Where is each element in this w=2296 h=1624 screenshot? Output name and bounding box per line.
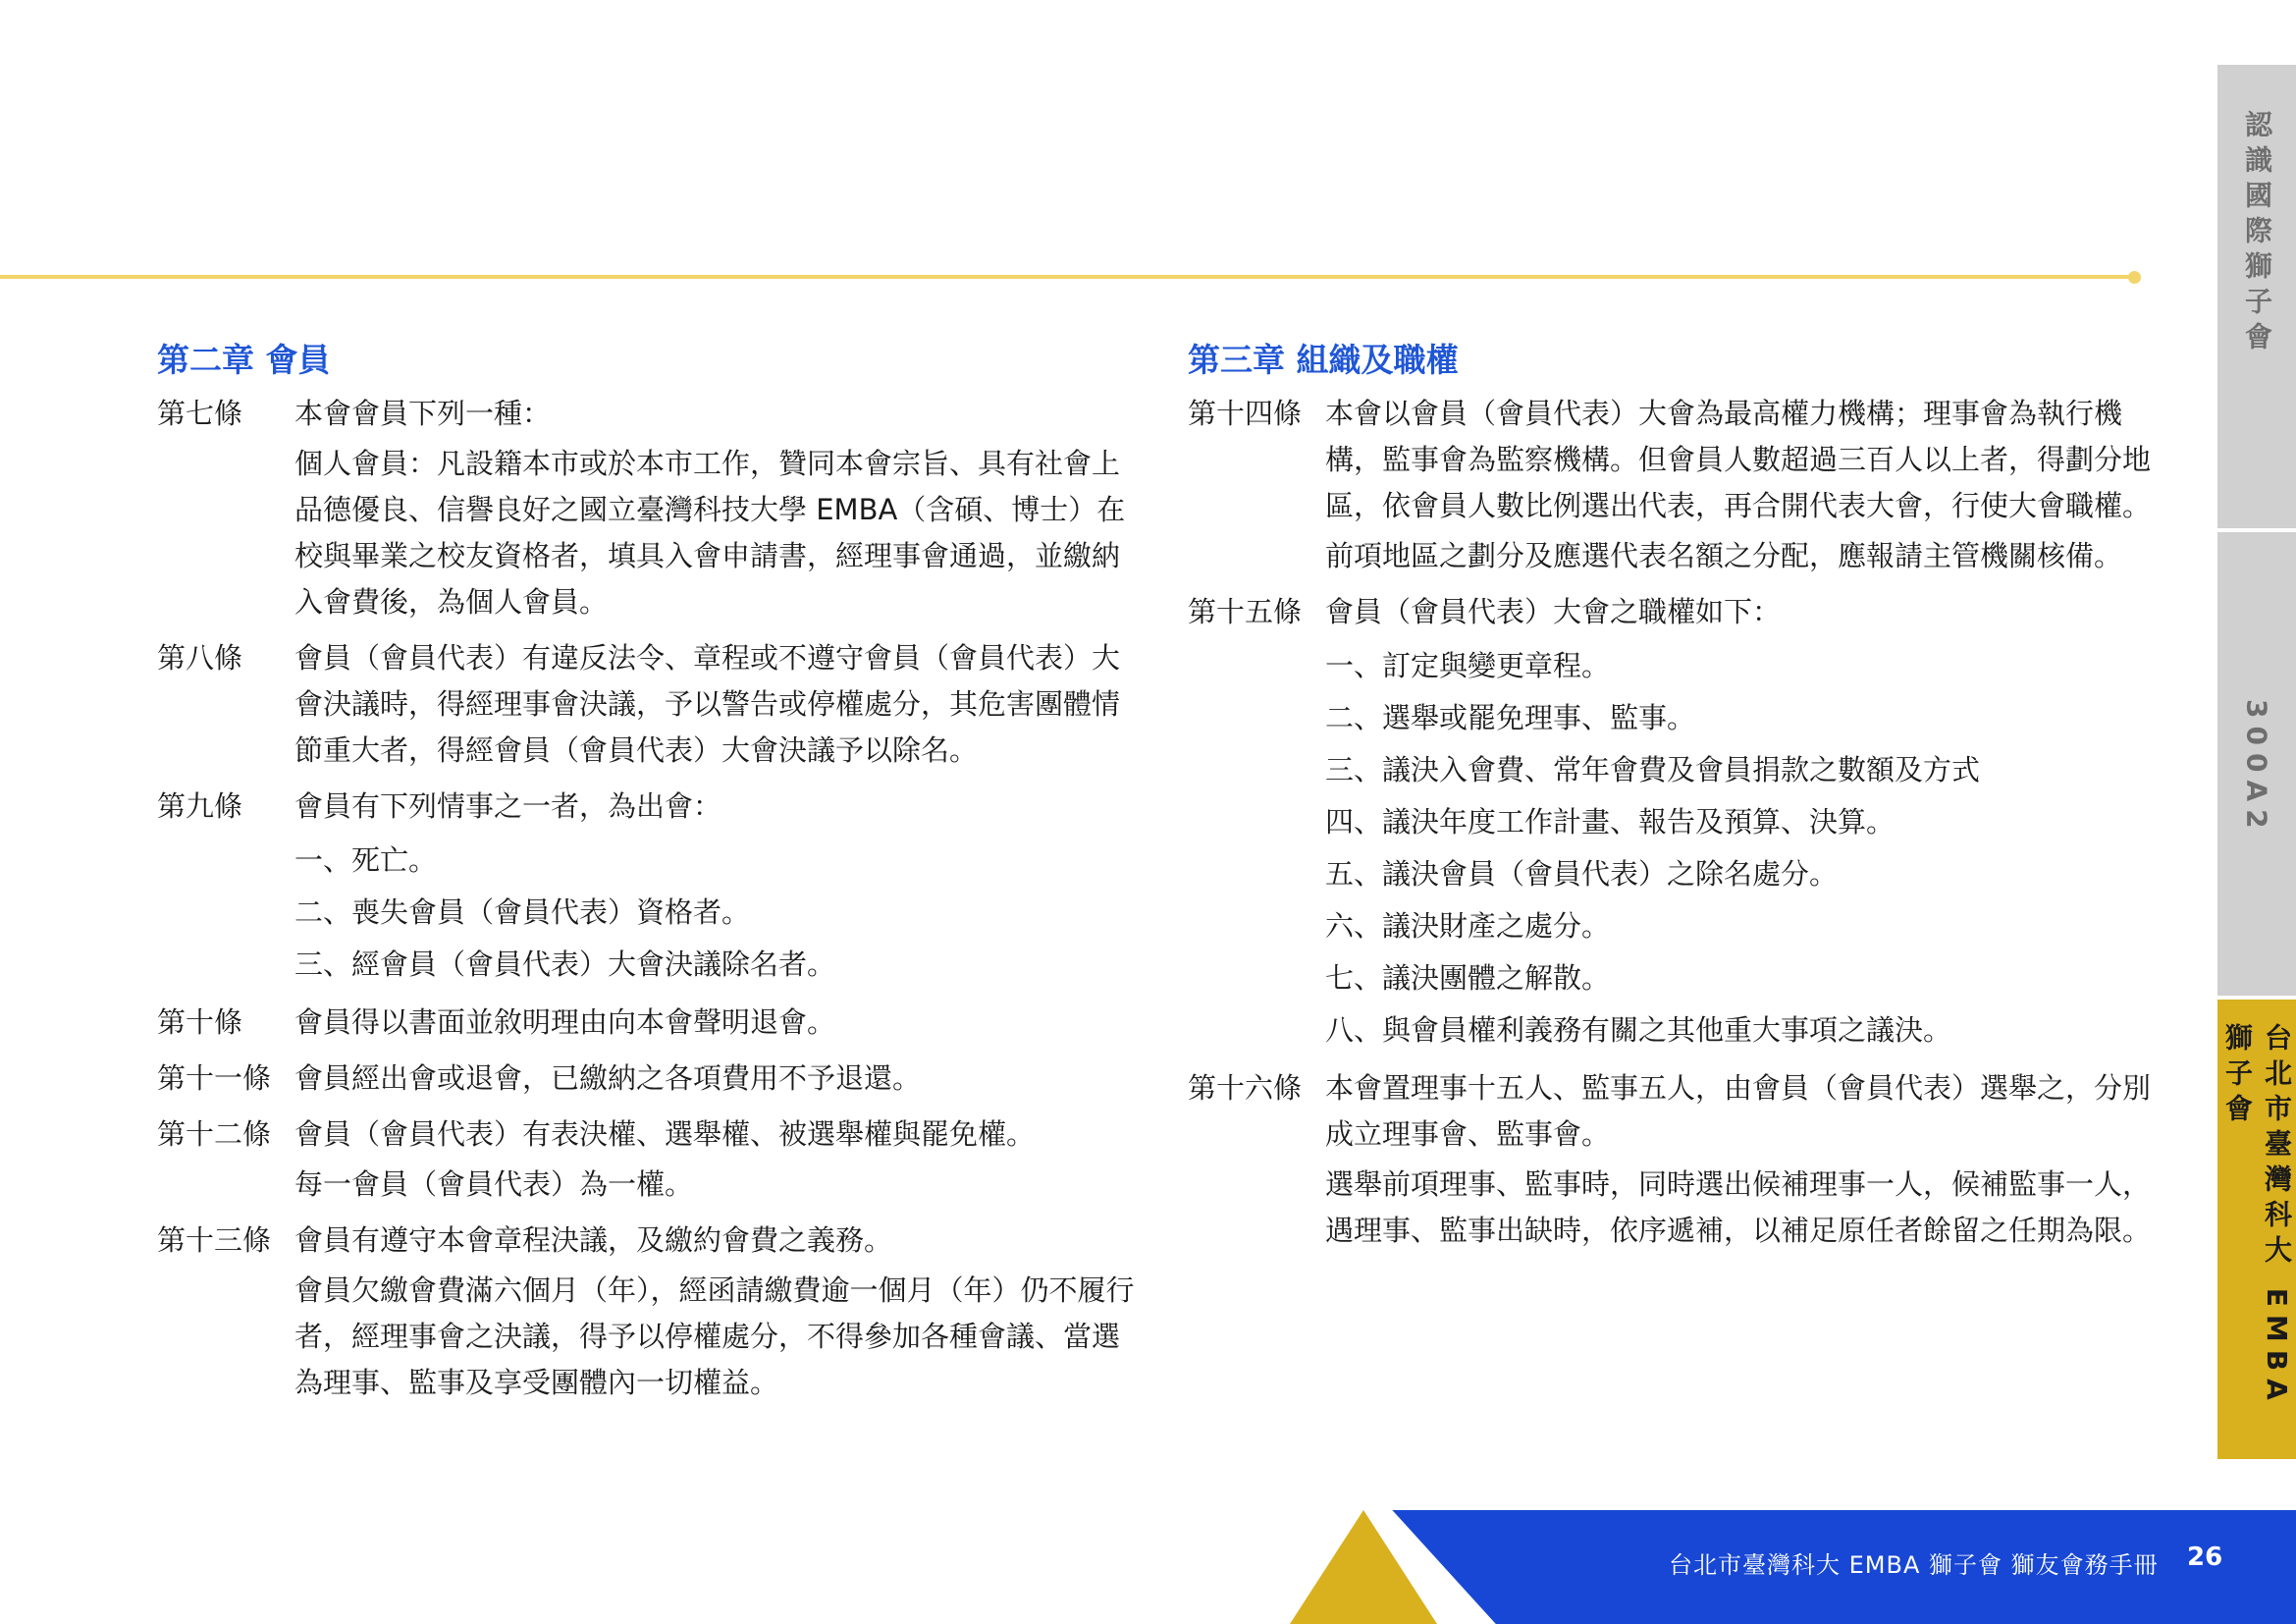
- article-paragraph: 會員得以書面並敘明理由向本會聲明退會。: [294, 1005, 836, 1039]
- left-column: [157, 334, 1139, 1416]
- article-number: 第十五條: [1188, 595, 1303, 628]
- article-number: 第七條: [157, 397, 243, 430]
- article-body: [294, 1218, 1139, 1410]
- article: [157, 784, 1139, 994]
- article: [157, 391, 1139, 629]
- side-tab-label: 認識國際獅子會: [2241, 110, 2273, 357]
- side-tab-label: 300A2: [2240, 699, 2273, 837]
- footer-title: 台北市臺灣科大 EMBA 獅子會 獅友會務手冊: [1669, 1551, 2159, 1579]
- side-tab-lions-intro[interactable]: [2217, 65, 2296, 528]
- article-body: [294, 1000, 1139, 1050]
- list-item: 四、議決年度工作計畫、報告及預算、決算。: [1325, 805, 1896, 839]
- article-body: [294, 391, 1139, 629]
- article-number: 第九條: [157, 789, 243, 823]
- article-paragraph: 每一會員（會員代表）為一權。: [294, 1167, 694, 1201]
- article-paragraph: 會員經出會或退會，已繳納之各項費用不予退還。: [294, 1061, 922, 1095]
- article: [1188, 391, 2169, 583]
- article-paragraph: 本會以會員（會員代表）大會為最高權力機構；理事會為執行機構，監事會為監察機構。但會員人數超過三百人以上者，得劃分地區，依會員人數比例選出代表，再合開代表大會，行使大會職權。: [1325, 397, 2152, 522]
- list-item: 五、議決會員（會員代表）之除名處分。: [1325, 857, 1839, 891]
- article-body: [1325, 1065, 2169, 1258]
- article-paragraph: 選舉前項理事、監事時，同時選出候補理事一人，候補監事一人，遇理事、監事出缺時，依序遞補，以補足原任者餘留之任期為限。: [1325, 1167, 2152, 1247]
- article: [1188, 1065, 2169, 1258]
- article: [157, 1111, 1139, 1212]
- article-number: 第十一條: [157, 1061, 272, 1095]
- side-tab-club[interactable]: [2217, 1000, 2296, 1459]
- list-item: 七、議決團體之解散。: [1325, 961, 1611, 995]
- side-tab-district[interactable]: [2217, 532, 2296, 996]
- article-number: 第十條: [157, 1005, 243, 1039]
- article-paragraph: 前項地區之劃分及應選代表名額之分配，應報請主管機關核備。: [1325, 539, 2123, 572]
- article-item-list: [1325, 643, 2169, 1054]
- article-number: 第十三條: [157, 1223, 272, 1257]
- article-paragraph: 會員有下列情事之一者，為出會：: [294, 789, 722, 823]
- article-paragraph: 會員（會員代表）有表決權、選舉權、被選舉權與罷免權。: [294, 1117, 1036, 1151]
- article-paragraph: 會員欠繳會費滿六個月（年），經函請繳費逾一個月（年）仍不履行者，經理事會之決議，得予以停權處分，不得參加各種會議、當選為理事、監事及享受團體內一切權益。: [294, 1273, 1135, 1399]
- article: [157, 1056, 1139, 1106]
- list-item: 二、喪失會員（會員代表）資格者。: [294, 895, 751, 929]
- article: [157, 1218, 1139, 1410]
- article-body: [294, 1111, 1139, 1212]
- article-list: [1188, 391, 2169, 1258]
- list-item: 二、選舉或罷免理事、監事。: [1325, 701, 1696, 734]
- list-item: 六、議決財產之處分。: [1325, 909, 1611, 943]
- article: [157, 1000, 1139, 1050]
- article-body: [294, 1056, 1139, 1106]
- chapter-title: 第二章 會員: [157, 341, 331, 379]
- page-number: 26: [2187, 1543, 2223, 1572]
- list-item: 三、議決入會費、常年會費及會員捐款之數額及方式: [1325, 753, 1981, 786]
- side-tab-label: 台北市臺灣科大 EMBA 獅子會: [2221, 1023, 2293, 1408]
- article: [1188, 589, 2169, 1059]
- list-item: 一、死亡。: [294, 843, 438, 877]
- article-number: 第十六條: [1188, 1071, 1303, 1105]
- chapter-title: 第三章 組織及職權: [1188, 341, 1459, 379]
- article-body: [294, 635, 1139, 778]
- article-paragraph: 本會置理事十五人、監事五人，由會員（會員代表）選舉之，分別成立理事會、監事會。: [1325, 1071, 2152, 1151]
- article-paragraph: 本會會員下列一種：: [294, 397, 552, 430]
- header-rule-dot: [2128, 271, 2141, 284]
- right-column: [1188, 334, 2169, 1264]
- article: [157, 635, 1139, 778]
- header-rule: [0, 275, 2136, 279]
- article-paragraph: 會員（會員代表）有違反法令、章程或不遵守會員（會員代表）大會決議時，得經理事會決議，予以警告或停權處分，其危害團體情節重大者，得經會員（會員代表）大會決議予以除名。: [294, 641, 1121, 767]
- article-body: [294, 784, 1139, 994]
- article-paragraph: 會員（會員代表）大會之職權如下：: [1325, 595, 1782, 628]
- article-number: 第十四條: [1188, 397, 1303, 430]
- article-item-list: [294, 838, 1139, 988]
- list-item: 八、與會員權利義務有關之其他重大事項之議決。: [1325, 1013, 1952, 1047]
- article-body: [1325, 391, 2169, 583]
- list-item: 一、訂定與變更章程。: [1325, 649, 1611, 682]
- article-number: 第十二條: [157, 1117, 272, 1151]
- list-item: 三、經會員（會員代表）大會決議除名者。: [294, 947, 836, 981]
- article-number: 第八條: [157, 641, 243, 675]
- article-body: [1325, 589, 2169, 1059]
- article-paragraph: 會員有遵守本會章程決議，及繳約會費之義務。: [294, 1223, 893, 1257]
- article-paragraph: 個人會員：凡設籍本市或於本市工作，贊同本會宗旨、具有社會上品德優良、信譽良好之國立臺灣科技大學 EMBA（含碩、博士）在校與畢業之校友資格者，填具入會申請書，經理事會通過，並繳納入會費後，為個人會員。: [294, 447, 1126, 619]
- article-list: [157, 391, 1139, 1410]
